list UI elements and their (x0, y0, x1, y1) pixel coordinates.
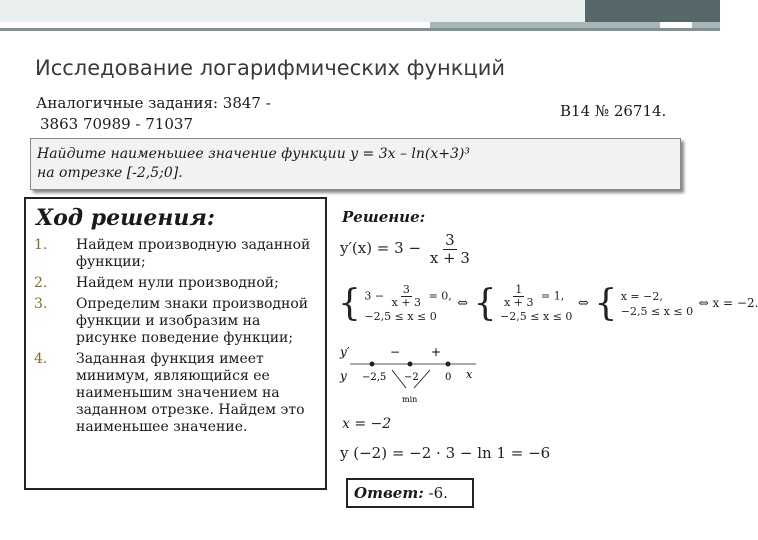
point-b-label: −2 (404, 372, 419, 383)
analog-tasks (36, 93, 336, 135)
left-brace: { (473, 283, 497, 325)
answer-box (346, 478, 474, 508)
step-text: Определим знаки производной функции и изобразим на рисунке поведение функции; (76, 296, 309, 346)
step-text: Найдем нули производной; (76, 275, 279, 291)
x-result: x = −2 (342, 416, 392, 432)
step-number: 2. (34, 275, 48, 291)
answer-value: -6. (423, 484, 448, 502)
top-banner-dark-segment (585, 0, 720, 22)
system-2-denominator: x + 3 (504, 296, 534, 310)
equivalence-arrow: ⇔ (577, 296, 589, 312)
derivative-numerator: 3 (445, 231, 455, 249)
top-rule-notch-right (692, 22, 720, 28)
step-item (34, 351, 324, 436)
top-banner (0, 0, 720, 22)
point-a-dot (370, 362, 375, 367)
system-1-top-a: 3 − (364, 289, 385, 303)
step-number: 1. (34, 237, 48, 253)
point-b-dot (408, 362, 413, 367)
analog-tasks-line1: Аналогичные задания: 3847 - (36, 94, 271, 112)
system-1-top (364, 284, 451, 309)
steps-box (24, 197, 327, 490)
sign-diagram (336, 342, 486, 412)
sign-minus: − (390, 345, 401, 359)
system-2-top (500, 284, 572, 309)
system-2-top-b: = 1, (541, 289, 565, 303)
system-3-top: x = −2, (620, 290, 663, 304)
sign-yprime-label: y′ (340, 345, 350, 359)
system-1-fraction (390, 284, 423, 309)
zero-system (338, 284, 758, 324)
steps-list (34, 237, 324, 436)
system-2 (500, 284, 572, 324)
top-banner-light (0, 0, 585, 22)
step-number: 4. (34, 351, 48, 367)
task-line2: на отрезке [-2,5;0]. (37, 165, 183, 181)
sign-plus: + (431, 345, 442, 359)
sign-y-label: y (340, 369, 347, 383)
step-text: Заданная функция имеет минимум, являющийся ее наименьшим значением на заданном отрезке. Найдем это наименьшее значение. (76, 351, 305, 435)
y-result: y (−2) = −2 · 3 − ln 1 = −6 (340, 444, 551, 462)
derivative-fraction (428, 232, 472, 266)
system-3-bottom: −2,5 ≤ x ≤ 0 (620, 305, 694, 319)
derivative-denominator: x + 3 (429, 248, 470, 267)
task-box (30, 138, 681, 190)
step-number: 3. (34, 296, 48, 312)
top-rule (0, 28, 720, 31)
task-line1: Найдите наименьшее значение функции y = 3x – ln(x+3)³ (37, 146, 470, 162)
point-c-label: 0 (445, 372, 452, 383)
sign-x-label: x (466, 368, 473, 381)
left-brace: { (338, 283, 361, 325)
derivative-formula (340, 232, 474, 266)
system-3 (621, 289, 693, 319)
system-2-numerator: 1 (515, 283, 523, 296)
system-2-fraction (502, 284, 535, 309)
steps-title: Ход решения: (36, 205, 216, 231)
answer-label: Ответ: (354, 484, 424, 502)
system-result: ⇔ x = −2. (698, 296, 758, 311)
step-item (34, 237, 324, 271)
system-1-bottom: −2,5 ≤ x ≤ 0 (364, 310, 437, 324)
min-label: min (402, 395, 418, 404)
point-c-dot (446, 362, 451, 367)
step-item (34, 275, 324, 292)
problem-id: В14 № 26714. (560, 102, 667, 120)
system-1 (364, 284, 451, 324)
step-text: Найдем производную заданной функции; (76, 237, 311, 270)
top-rule-notch (430, 22, 660, 28)
system-1-top-b: = 0, (428, 289, 452, 303)
point-a-label: −2,5 (362, 372, 387, 383)
step-item (34, 296, 324, 347)
system-1-numerator: 3 (402, 283, 410, 296)
equivalence-arrow: ⇔ (457, 296, 469, 312)
system-1-denominator: x + 3 (391, 296, 422, 310)
system-2-bottom: −2,5 ≤ x ≤ 0 (500, 310, 573, 324)
analog-tasks-line2: 3863 70989 - 71037 (40, 115, 193, 133)
slide-title: Исследование логарифмических функций (35, 56, 506, 80)
derivative-lhs: y′(x) = 3 − (340, 239, 422, 257)
solution-title: Решение: (342, 208, 426, 226)
left-brace: { (594, 283, 618, 325)
